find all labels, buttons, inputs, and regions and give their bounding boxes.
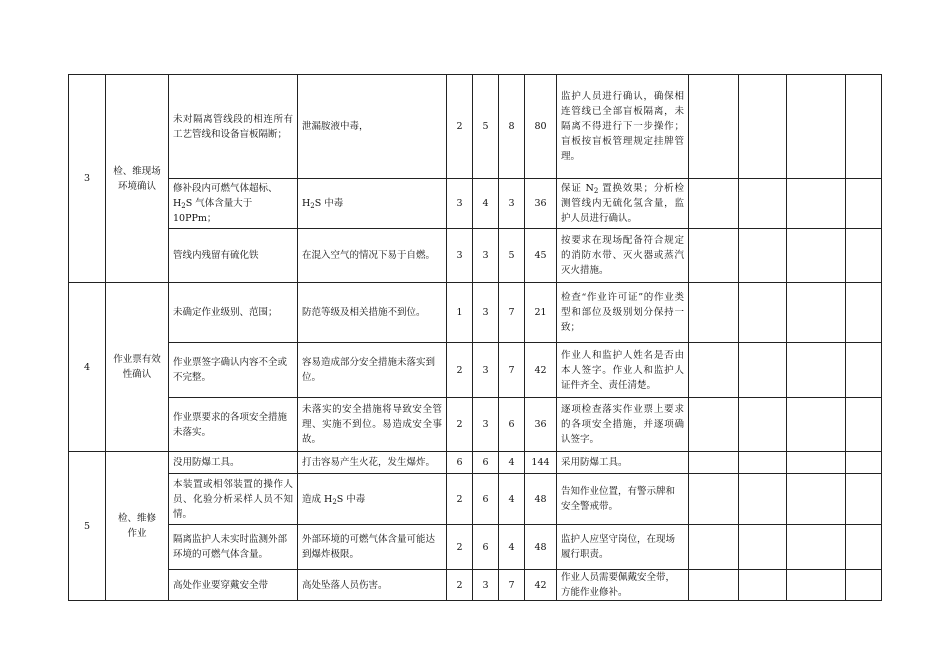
empty-cell (689, 570, 739, 601)
score-d: 42 (525, 570, 557, 601)
hazard-cell: 没用防爆工具。 (169, 452, 298, 474)
score-e: 5 (473, 75, 499, 179)
score-e: 3 (473, 570, 499, 601)
score-e: 3 (473, 229, 499, 283)
score-c: 7 (499, 343, 525, 398)
consequence-cell: $H_2S$ 中毒 (298, 179, 447, 229)
section-number: 5 (69, 452, 106, 601)
empty-cell (787, 283, 846, 343)
score-l: 6 (447, 452, 473, 474)
score-l: 2 (447, 398, 473, 452)
score-l: 2 (447, 525, 473, 570)
score-c: 8 (499, 75, 525, 179)
score-l: 2 (447, 570, 473, 601)
table-row (69, 474, 882, 525)
score-l: 1 (447, 283, 473, 343)
table-row (69, 229, 882, 283)
hazard-cell: 高处作业要穿戴安全带 (169, 570, 298, 601)
score-c: 6 (499, 398, 525, 452)
score-c: 4 (499, 474, 525, 525)
empty-cell (689, 398, 739, 452)
empty-cell (846, 474, 882, 525)
empty-cell (739, 179, 787, 229)
table-row (69, 283, 882, 343)
measure-cell: 检查“作业许可证”的作业类型和部位及级别划分保持一致； (557, 283, 689, 343)
empty-cell (846, 229, 882, 283)
score-c: 4 (499, 525, 525, 570)
score-e: 6 (473, 525, 499, 570)
empty-cell (689, 452, 739, 474)
empty-cell (739, 525, 787, 570)
score-e: 6 (473, 474, 499, 525)
consequence-cell: 高处坠落人员伤害。 (298, 570, 447, 601)
score-l: 3 (447, 179, 473, 229)
empty-cell (787, 525, 846, 570)
empty-cell (689, 283, 739, 343)
hazard-cell: 隔离监护人未实时监测外部环境的可燃气体含量。 (169, 525, 298, 570)
empty-cell (846, 283, 882, 343)
empty-cell (739, 343, 787, 398)
score-d: 21 (525, 283, 557, 343)
hazard-cell: 修补段内可燃气体超标、$H_2S$ 气体含量大于 10PPm； (169, 179, 298, 229)
consequence-cell: 外部环境的可燃气体含量可能达到爆炸极限。 (298, 525, 447, 570)
score-d: 45 (525, 229, 557, 283)
score-d: 42 (525, 343, 557, 398)
empty-cell (846, 398, 882, 452)
table-row (69, 179, 882, 229)
empty-cell (787, 229, 846, 283)
table-row (69, 398, 882, 452)
hazard-cell: 未对隔离管线段的相连所有工艺管线和设备盲板隔断； (169, 75, 298, 179)
section-title: 检、维现场环境确认 (106, 75, 169, 283)
empty-cell (787, 452, 846, 474)
consequence-cell: 未落实的安全措施将导致安全管理、实施不到位。易造成安全事故。 (298, 398, 447, 452)
empty-cell (846, 75, 882, 179)
empty-cell (787, 75, 846, 179)
measure-cell: 采用防爆工具。 (557, 452, 689, 474)
consequence-cell: 打击容易产生火花，发生爆炸。 (298, 452, 447, 474)
empty-cell (787, 474, 846, 525)
consequence-cell: 容易造成部分安全措施未落实到位。 (298, 343, 447, 398)
score-c: 7 (499, 283, 525, 343)
score-e: 3 (473, 398, 499, 452)
hazard-cell: 管线内残留有硫化铁 (169, 229, 298, 283)
score-l: 2 (447, 343, 473, 398)
risk-assessment-table (68, 74, 882, 601)
empty-cell (739, 474, 787, 525)
empty-cell (846, 343, 882, 398)
measure-cell: 保证 $N_2$ 置换效果；分析检测管线内无硫化氢含量，监护人员进行确认。 (557, 179, 689, 229)
empty-cell (739, 452, 787, 474)
consequence-cell: 防范等级及相关措施不到位。 (298, 283, 447, 343)
score-l: 3 (447, 229, 473, 283)
measure-cell: 按要求在现场配备符合规定的消防水带、灭火器或蒸汽灭火措施。 (557, 229, 689, 283)
empty-cell (787, 398, 846, 452)
empty-cell (739, 398, 787, 452)
measure-cell: 监护人员进行确认，确保相连管线已全部盲板隔离，未隔离不得进行下一步操作；盲板按盲板管理规定挂牌管理。 (557, 75, 689, 179)
score-d: 144 (525, 452, 557, 474)
hazard-cell: 本装置或相邻装置的操作人员、化验分析采样人员不知情。 (169, 474, 298, 525)
empty-cell (739, 283, 787, 343)
measure-cell: 监护人应坚守岗位，在现场履行职责。 (557, 525, 689, 570)
empty-cell (787, 179, 846, 229)
empty-cell (787, 570, 846, 601)
measure-cell: 逐项检查落实作业票上要求的各项安全措施，并逐项确认签字。 (557, 398, 689, 452)
table-row (69, 343, 882, 398)
consequence-cell: 造成 $H_2S$ 中毒 (298, 474, 447, 525)
hazard-cell: 作业票要求的各项安全措施未落实。 (169, 398, 298, 452)
score-c: 7 (499, 570, 525, 601)
empty-cell (689, 474, 739, 525)
score-e: 6 (473, 452, 499, 474)
table-row (69, 75, 882, 179)
score-d: 48 (525, 474, 557, 525)
score-e: 3 (473, 343, 499, 398)
empty-cell (739, 75, 787, 179)
section-title: 检、维修作业 (106, 452, 169, 601)
empty-cell (689, 179, 739, 229)
empty-cell (787, 343, 846, 398)
table-row (69, 570, 882, 601)
consequence-cell: 泄漏胺液中毒， (298, 75, 447, 179)
table-row (69, 452, 882, 474)
score-e: 3 (473, 283, 499, 343)
table-row (69, 525, 882, 570)
hazard-cell: 未确定作业级别、范围； (169, 283, 298, 343)
empty-cell (846, 179, 882, 229)
score-d: 36 (525, 179, 557, 229)
score-e: 4 (473, 179, 499, 229)
score-c: 5 (499, 229, 525, 283)
hazard-cell: 作业票签字确认内容不全或不完整。 (169, 343, 298, 398)
empty-cell (846, 452, 882, 474)
empty-cell (846, 525, 882, 570)
empty-cell (689, 343, 739, 398)
score-l: 2 (447, 474, 473, 525)
score-c: 4 (499, 452, 525, 474)
score-d: 36 (525, 398, 557, 452)
empty-cell (689, 75, 739, 179)
measure-cell: 告知作业位置，有警示牌和安全警戒带。 (557, 474, 689, 525)
empty-cell (689, 229, 739, 283)
section-title: 作业票有效性确认 (106, 283, 169, 452)
score-d: 80 (525, 75, 557, 179)
empty-cell (739, 570, 787, 601)
measure-cell: 作业人和监护人姓名是否由本人签字。作业人和监护人证件齐全、责任清楚。 (557, 343, 689, 398)
score-c: 3 (499, 179, 525, 229)
measure-cell: 作业人员需要佩戴安全带，方能作业修补。 (557, 570, 689, 601)
section-number: 4 (69, 283, 106, 452)
section-number: 3 (69, 75, 106, 283)
score-l: 2 (447, 75, 473, 179)
empty-cell (739, 229, 787, 283)
consequence-cell: 在混入空气的情况下易于自燃。 (298, 229, 447, 283)
empty-cell (689, 525, 739, 570)
empty-cell (846, 570, 882, 601)
score-d: 48 (525, 525, 557, 570)
